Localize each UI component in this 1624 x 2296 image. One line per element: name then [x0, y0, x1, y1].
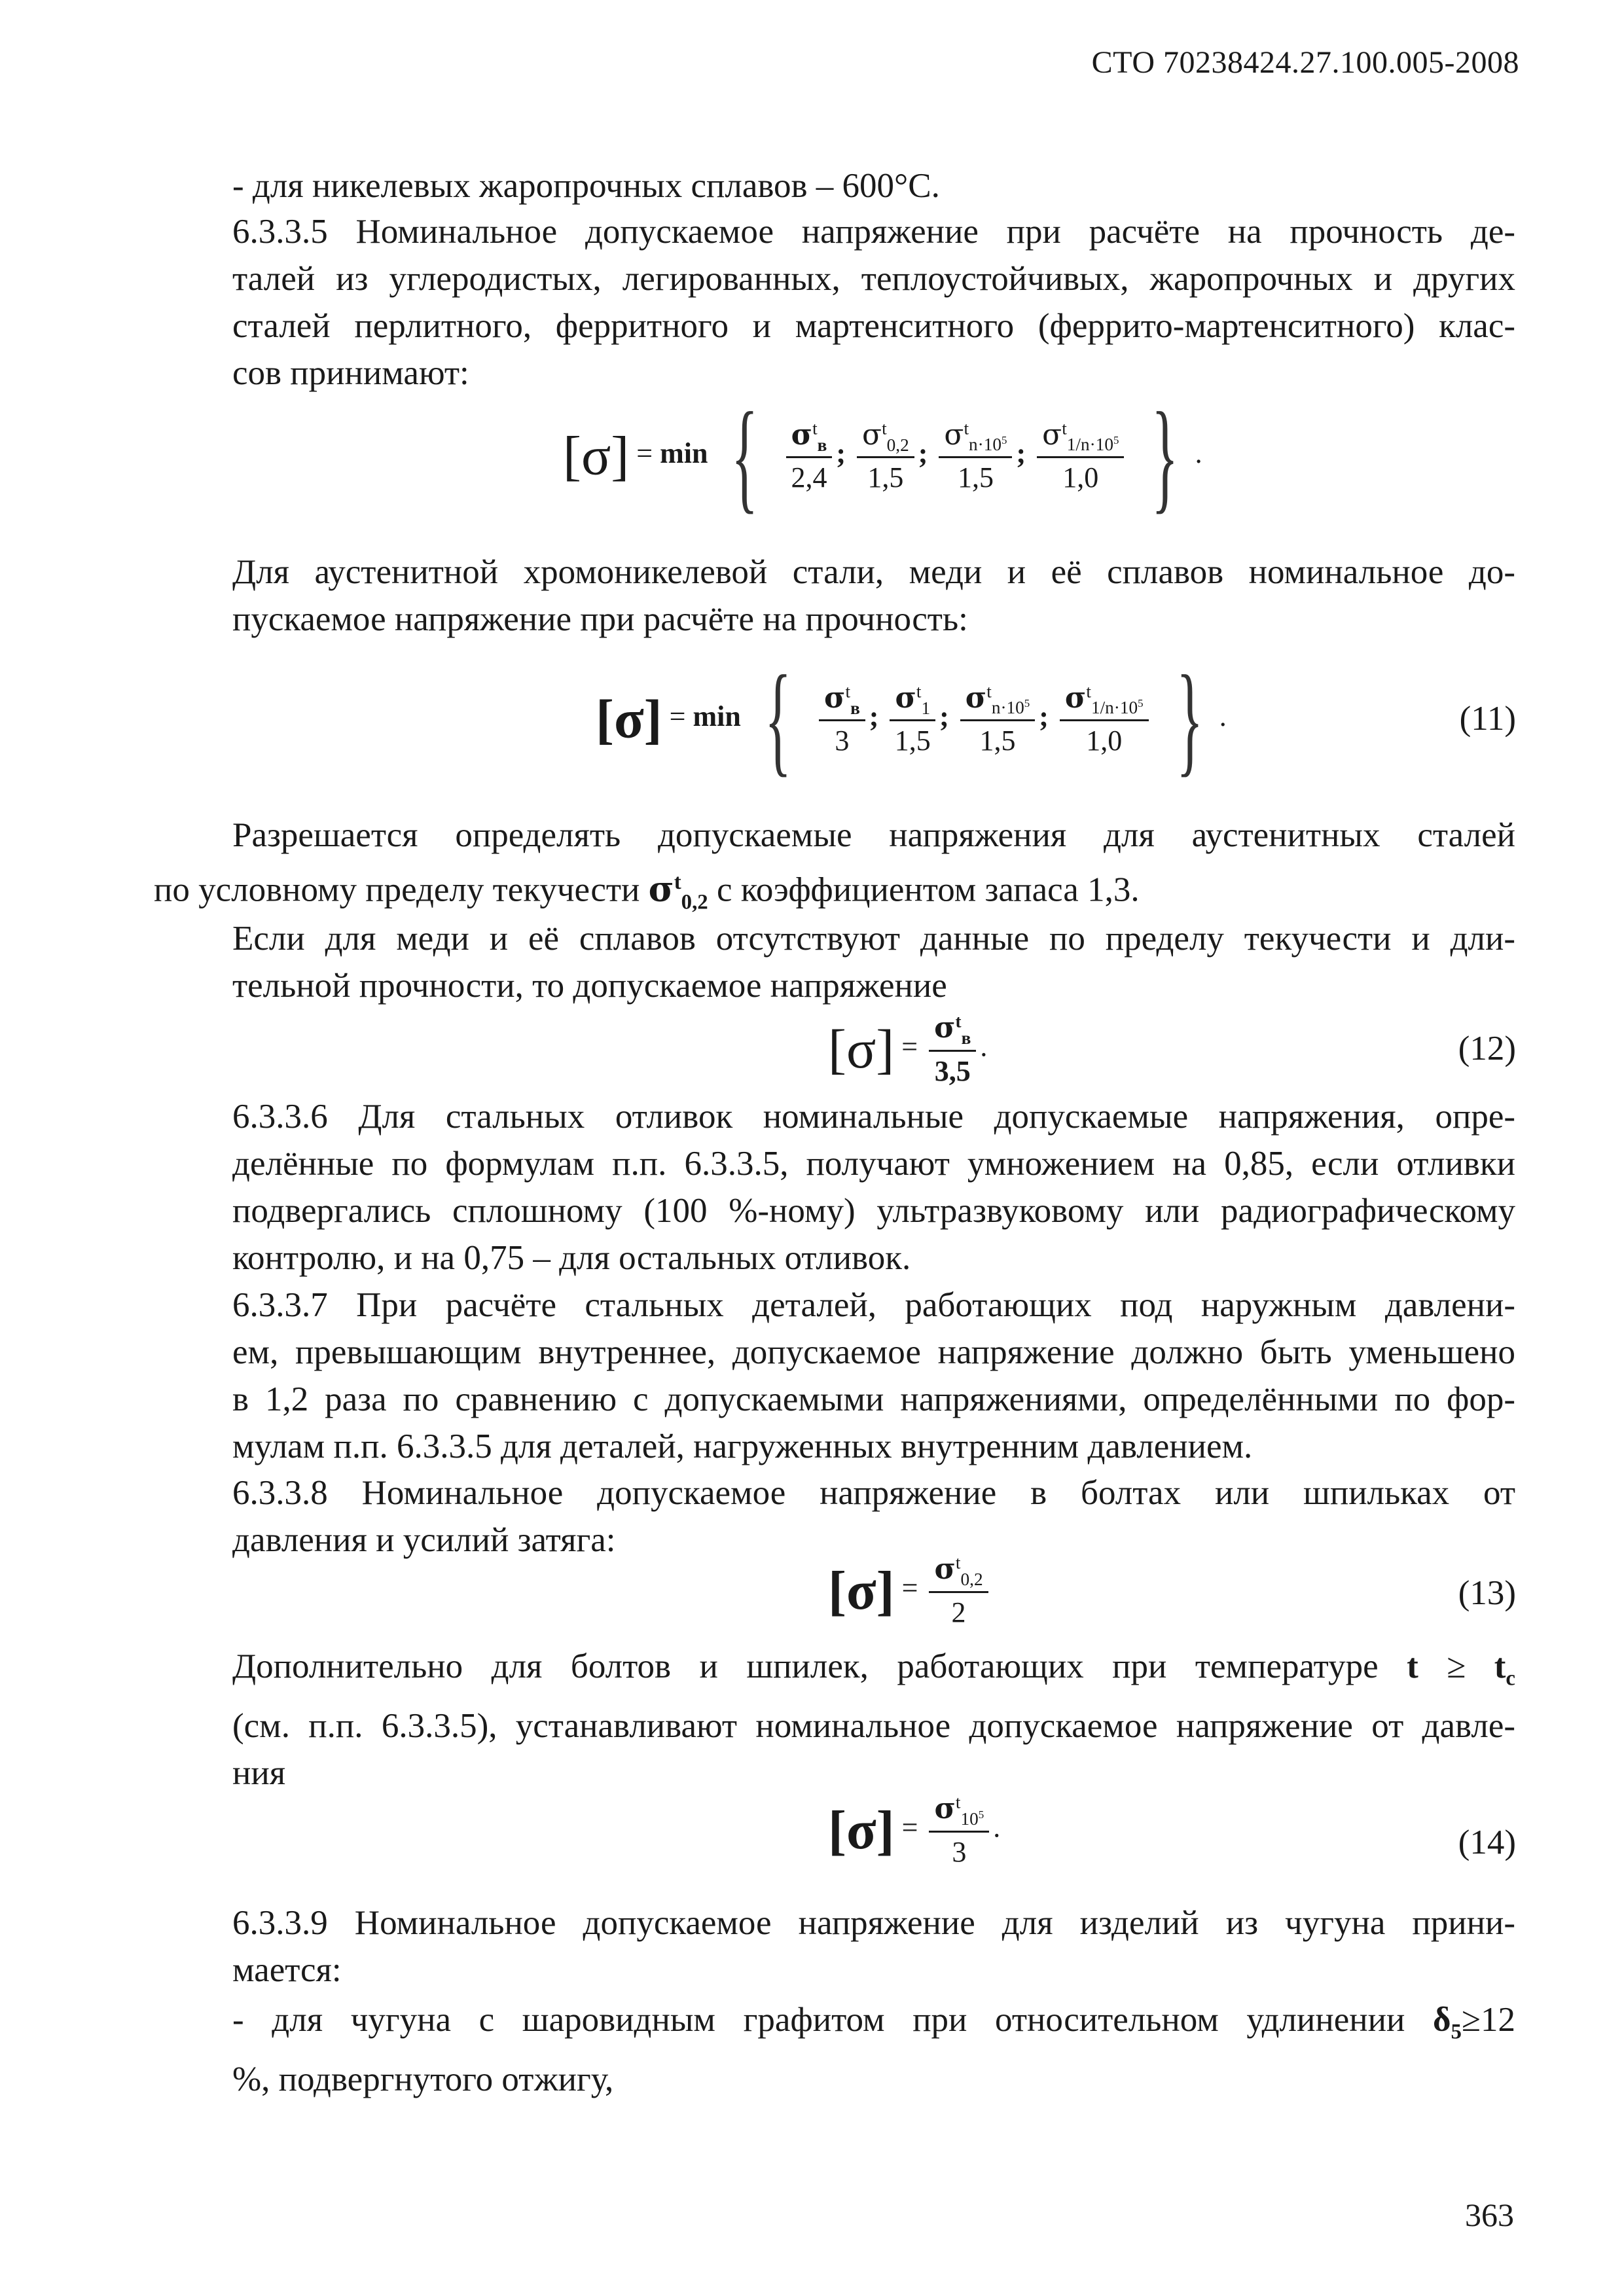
- left-brace: {: [731, 387, 759, 525]
- paragraph-6-3-3-5: 6.3.3.5 Номинальное допускаемое напряжение при расчёте на прочность де- талей из углеродистых, легированных, теплоустойчивых, жаропрочных и других сталей перлитного, ферритного и мартенситного (феррито-мартенситного) клас- сов принимают:: [232, 213, 1515, 392]
- formula-min-stress-pearlitic: [σ] = min { $\frac{\sigma^t_в}{2,4}$ ; $\frac{\sigma^t_{0,2}}{1,5}$ ; $\frac{\sigma^t_{n\cdot 10^5}}{1,5}$ ; $\frac{\sigma^t_{1/n\cdot 10^5}}{1,0}$ } .: [563, 385, 1202, 528]
- fraction: $\frac{\sigma^t_{0,2}}{2}$: [929, 1552, 988, 1629]
- equation-number-11: (11): [1459, 700, 1516, 738]
- equation-number-12: (12): [1458, 1030, 1516, 1067]
- paragraph-6-3-3-6: 6.3.3.6 Для стальных отливок номинальные допускаемые напряжения, опре- делённые по формулам п.п. 6.3.3.5, получают умножением на 0,85, если отливки подвергались сплошному (100 %-ному) ультразвуковому или радиографическому контролю, и на 0,75 – для остальных отливок.: [232, 1098, 1515, 1277]
- paragraph-copper: Если для меди и её сплавов отсутствуют данные по пределу текучести и дли- тельной прочности, то допускаемое напряжение: [232, 920, 1515, 1005]
- paragraph-6-3-3-7: 6.3.3.7 При расчёте стальных деталей, работающих под наружным давлени- ем, превышающим внутреннее, допускаемое напряжение должно быть уменьшено в 1,2 раза по сравнению с допускаемыми напряжениями, определёнными по фор- мулам п.п. 6.3.3.5 для деталей, нагруженных внутренним давлением.: [232, 1286, 1515, 1465]
- fraction-term-3: $\frac{\sigma^t_{n\cdot 10^5}}{1,5}$: [939, 418, 1012, 495]
- formula-11: [σ] = min { $\frac{\sigma^t_в}{3}$ ; $\frac{\sigma^t_1}{1,5}$ ; $\frac{\sigma^t_{n\cdot 10^5}}{1,5}$ ; $\frac{\sigma^t_{1/n\cdot 10^5}}{1,0}$ } .: [596, 648, 1227, 791]
- fraction-term-1: $\frac{\sigma^t_в}{2,4}$: [786, 418, 833, 495]
- fraction-term-3: $\frac{\sigma^t_{n\cdot 10^5}}{1,5}$: [960, 681, 1035, 758]
- fraction-term-4: $\frac{\sigma^t_{1/n\cdot 10^5}}{1,0}$: [1037, 418, 1124, 495]
- equation-number-13: (13): [1458, 1574, 1516, 1612]
- fraction-term-2: $\frac{\sigma^t_1}{1,5}$: [890, 681, 935, 758]
- paragraph-allowed-austenitic: Разрешается определять допускаемые напряжения для аустенитных сталей по условному пределу текучести $\sigma^t_{0,2}$ с коэффициентом запаса 1,3.: [154, 816, 1515, 914]
- paragraph-additional-bolts: Дополнительно для болтов и шпилек, работающих при температуре $t \ge t_c$ (см. п.п. 6.3.3.5), устанавливают номинальное допускаемое напряжение от давле- ния: [232, 1647, 1515, 1792]
- paragraph-austenitic: Для аустенитной хромоникелевой стали, меди и её сплавов номинальное до- пускаемое напряжение при расчёте на прочность:: [232, 553, 1515, 638]
- formula-13: [σ] = $\frac{\sigma^t_{0,2}}{2}$: [828, 1552, 992, 1629]
- fraction-term-2: $\frac{\sigma^t_{0,2}}{1,5}$: [857, 418, 914, 495]
- right-brace: }: [1176, 651, 1203, 788]
- formula-12: [σ] = $\frac{\sigma^t_в}{3,5}$ .: [828, 1011, 988, 1087]
- cast-iron-line: - для чугуна с шаровидным графитом при относительном удлинении $\delta_5\ge 12$ %, подвергнутого отжигу,: [232, 2001, 1515, 2098]
- fraction: $\frac{\sigma^t_в}{3,5}$: [929, 1011, 976, 1088]
- paragraph-6-3-3-9: 6.3.3.9 Номинальное допускаемое напряжение для изделий из чугуна прини- мается:: [232, 1904, 1515, 1989]
- fraction-term-4: $\frac{\sigma^t_{1/n\cdot 10^5}}{1,0}$: [1060, 681, 1149, 758]
- fraction: $\frac{\sigma^t_{10^5}}{3}$: [929, 1792, 989, 1869]
- fraction-term-1: $\frac{\sigma^t_в}{3}$: [819, 681, 865, 758]
- left-brace: {: [764, 651, 791, 788]
- right-brace: }: [1151, 387, 1179, 525]
- formula-14: [σ] = $\frac{\sigma^t_{10^5}}{3}$ .: [828, 1792, 1001, 1868]
- paragraph-6-3-3-8: 6.3.3.8 Номинальное допускаемое напряжение в болтах или шпильках от давления и усилий затяга:: [232, 1474, 1515, 1559]
- page-number: 363: [1465, 2197, 1514, 2233]
- equation-number-14: (14): [1458, 1823, 1516, 1861]
- standard-header: СТО 70238424.27.100.005-2008: [1091, 45, 1519, 80]
- nickel-alloy-line: - для никелевых жаропрочных сплавов – 600°С.: [232, 167, 940, 205]
